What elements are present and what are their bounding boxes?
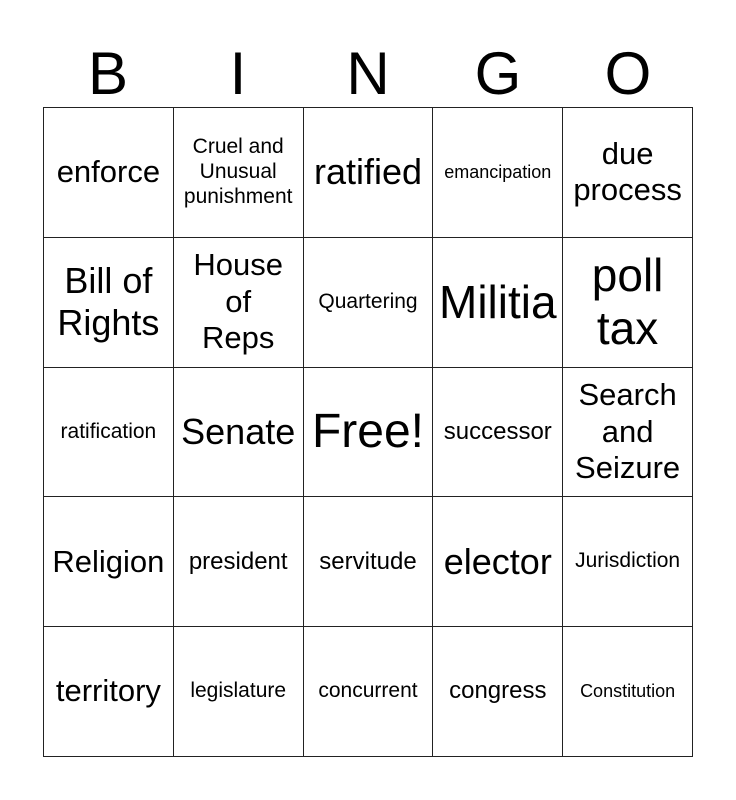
- bingo-cell-r5-c2[interactable]: [174, 627, 304, 757]
- bingo-cell-r2-c2[interactable]: [174, 238, 304, 368]
- cell-label: Religion: [52, 543, 165, 579]
- free-space: Free!: [311, 404, 424, 458]
- cell-label: emancipation: [444, 161, 552, 182]
- cell-label: Quartering: [318, 289, 418, 313]
- cell-label: concurrent: [318, 679, 418, 703]
- header-letter-n: N: [346, 40, 390, 107]
- header-letter-g: G: [474, 40, 522, 107]
- cell-label: legislature: [190, 679, 287, 703]
- cell-label: president: [188, 547, 288, 575]
- header-letter-i: I: [229, 40, 247, 107]
- cell-label: elector: [443, 540, 552, 582]
- bingo-cell-r2-c5[interactable]: [563, 238, 693, 368]
- bingo-cell-r3-c5[interactable]: [563, 368, 693, 498]
- cell-label: Cruel and Unusual punishment: [183, 135, 293, 208]
- cell-label: ratification: [60, 419, 157, 443]
- bingo-board: [43, 107, 693, 757]
- bingo-cell-r1-c4[interactable]: [433, 108, 563, 238]
- cell-label: enforce: [56, 154, 161, 190]
- bingo-cell-r2-c4[interactable]: [433, 238, 563, 368]
- cell-label: successor: [443, 417, 552, 445]
- bingo-cell-r1-c2[interactable]: [174, 108, 304, 238]
- cell-label: Bill of Rights: [57, 259, 160, 344]
- bingo-cell-r1-c1[interactable]: [44, 108, 174, 238]
- bingo-cell-r5-c5[interactable]: [563, 627, 693, 757]
- cell-label: House of Reps: [193, 247, 283, 356]
- bingo-header: [43, 40, 693, 108]
- bingo-cell-r3-c1[interactable]: [44, 368, 174, 498]
- bingo-cell-r2-c3[interactable]: [304, 238, 434, 368]
- bingo-cell-r3-c2[interactable]: [174, 368, 304, 498]
- bingo-cell-r5-c3[interactable]: [304, 627, 434, 757]
- bingo-cell-r5-c1[interactable]: [44, 627, 174, 757]
- header-letter-b: B: [87, 40, 129, 107]
- bingo-cell-r5-c4[interactable]: [433, 627, 563, 757]
- bingo-cell-r1-c3[interactable]: [304, 108, 434, 238]
- cell-label: Senate: [181, 410, 296, 452]
- bingo-cell-r3-c4[interactable]: [433, 368, 563, 498]
- bingo-cell-r3-c3[interactable]: [304, 368, 434, 498]
- bingo-cell-r4-c5[interactable]: [563, 497, 693, 627]
- cell-label: Constitution: [580, 680, 676, 701]
- bingo-cell-r4-c2[interactable]: [174, 497, 304, 627]
- header-letter-o: O: [604, 40, 652, 107]
- bingo-cell-r4-c3[interactable]: [304, 497, 434, 627]
- cell-label: Militia: [439, 276, 557, 329]
- bingo-cell-r4-c1[interactable]: [44, 497, 174, 627]
- cell-label: servitude: [319, 547, 417, 575]
- cell-label: Search and Seizure: [575, 377, 681, 486]
- bingo-cell-r2-c1[interactable]: [44, 238, 174, 368]
- bingo-cell-r4-c4[interactable]: [433, 497, 563, 627]
- cell-label: congress: [449, 677, 547, 705]
- cell-label: Jurisdiction: [575, 549, 681, 573]
- cell-label: poll tax: [591, 249, 664, 355]
- cell-label: due process: [573, 135, 682, 208]
- cell-label: territory: [55, 673, 161, 709]
- bingo-cell-r1-c5[interactable]: [563, 108, 693, 238]
- cell-label: ratified: [313, 151, 423, 193]
